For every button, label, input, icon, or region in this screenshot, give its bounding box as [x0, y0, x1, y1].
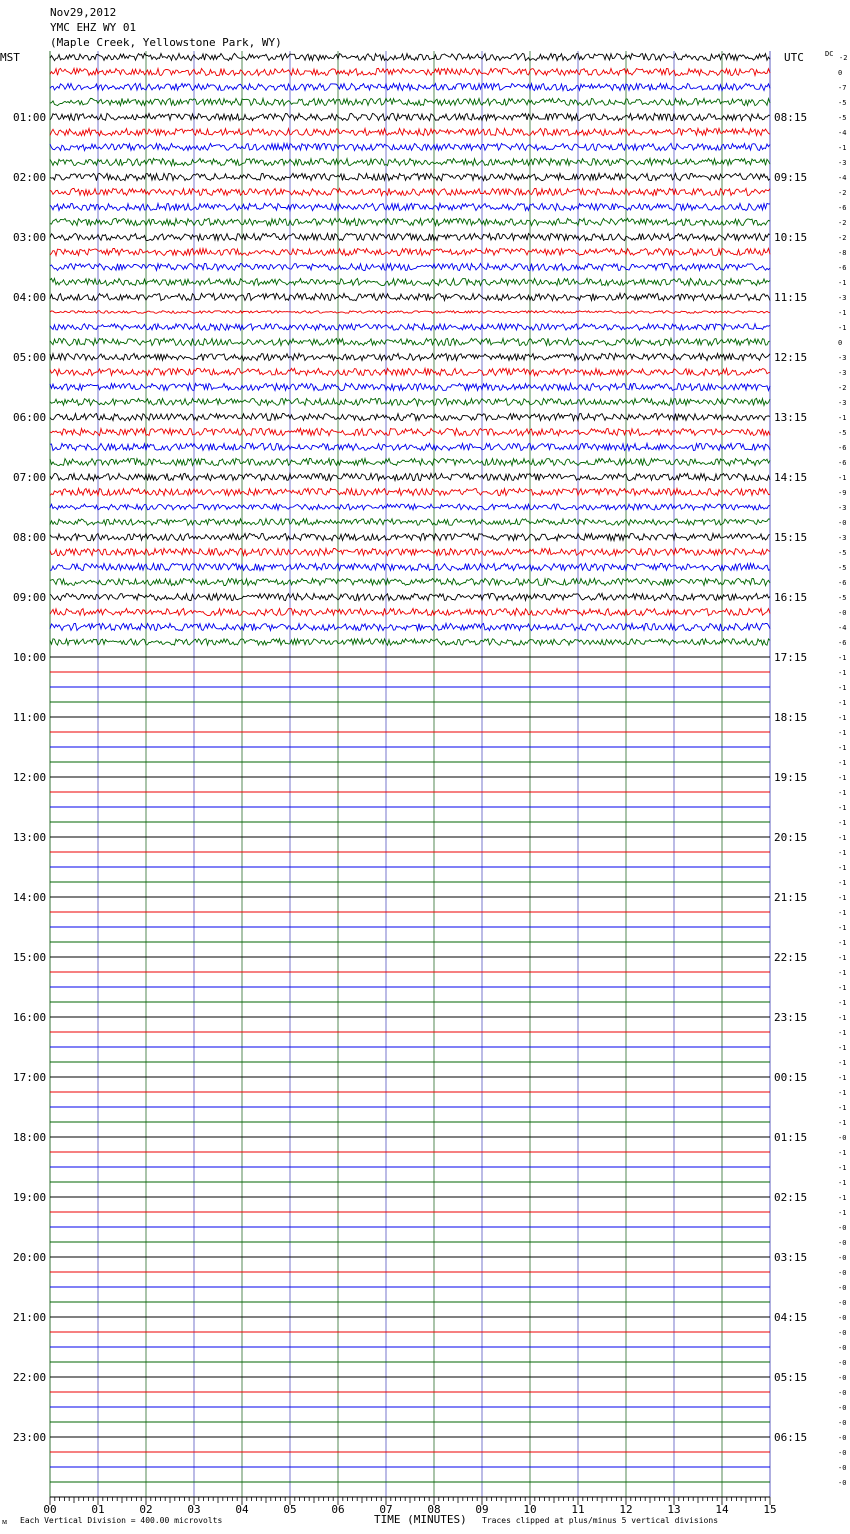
- dc-offset-row-47: -1: [838, 759, 847, 767]
- trace-row-24: [50, 413, 770, 420]
- dc-offset-row-39: -6: [838, 639, 847, 647]
- dc-offset-row-7: -3: [838, 159, 847, 167]
- right-hour-label-5: 12:15: [774, 351, 808, 364]
- x-tick-label-04: 04: [235, 1503, 249, 1516]
- dc-offset-row-86: -0: [838, 1344, 847, 1352]
- dc-offset-row-23: -3: [838, 399, 847, 407]
- right-hour-label-11: 18:15: [774, 711, 808, 724]
- trace-row-27: [50, 458, 770, 465]
- left-hour-label-23: 23:00: [13, 1431, 47, 1444]
- right-hour-label-13: 20:15: [774, 831, 808, 844]
- x-tick-label-10: 10: [523, 1503, 537, 1516]
- right-hour-label-7: 14:15: [774, 471, 808, 484]
- right-hour-label-12: 19:15: [774, 771, 808, 784]
- dc-offset-row-75: -1: [838, 1179, 847, 1187]
- dc-offset-row-38: -4: [838, 624, 847, 632]
- left-hour-label-11: 11:00: [13, 711, 47, 724]
- dc-offset-row-4: -5: [838, 114, 847, 122]
- x-tick-label-15: 15: [763, 1503, 777, 1516]
- left-hour-label-5: 05:00: [13, 351, 47, 364]
- trace-row-20: [50, 353, 770, 360]
- dc-offset-row-52: -1: [838, 834, 847, 842]
- left-hour-label-6: 06:00: [13, 411, 47, 424]
- dc-offset-row-14: -6: [838, 264, 847, 272]
- dc-offset-row-2: -7: [838, 84, 847, 92]
- x-tick-label-07: 07: [379, 1503, 393, 1516]
- trace-row-4: [50, 113, 770, 120]
- trace-row-22: [50, 383, 770, 390]
- trace-row-12: [50, 233, 770, 240]
- dc-offset-row-82: -0: [838, 1284, 847, 1292]
- dc-offset-row-59: -1: [838, 939, 847, 947]
- x-tick-label-09: 09: [475, 1503, 489, 1516]
- x-tick-label-13: 13: [667, 1503, 681, 1516]
- trace-row-11: [50, 218, 770, 225]
- dc-offset-row-78: -0: [838, 1224, 847, 1232]
- left-hour-label-8: 08:00: [13, 531, 47, 544]
- trace-row-7: [50, 158, 770, 165]
- trace-row-29: [50, 488, 770, 495]
- corner-mark: ᴍ: [2, 1517, 8, 1526]
- dc-offset-row-21: -3: [838, 369, 847, 377]
- dc-offset-row-53: -1: [838, 849, 847, 857]
- x-tick-label-08: 08: [427, 1503, 441, 1516]
- trace-row-0: [50, 53, 770, 60]
- dc-offset-row-56: -1: [838, 894, 847, 902]
- dc-offset-labels: [838, 54, 847, 1487]
- dc-offset-row-50: -1: [838, 804, 847, 812]
- x-axis-title: TIME (MINUTES): [374, 1513, 467, 1526]
- x-tick-label-02: 02: [139, 1503, 153, 1516]
- trace-row-26: [50, 443, 770, 450]
- trace-rows: [50, 53, 770, 1482]
- trace-row-1: [50, 68, 770, 75]
- trace-row-23: [50, 398, 770, 405]
- dc-offset-row-66: -1: [838, 1044, 847, 1052]
- right-hour-label-23: 06:15: [774, 1431, 808, 1444]
- dc-offset-row-63: -1: [838, 999, 847, 1007]
- left-hour-label-1: 01:00: [13, 111, 47, 124]
- trace-row-6: [50, 143, 770, 150]
- right-hour-label-9: 16:15: [774, 591, 808, 604]
- left-hour-label-16: 16:00: [13, 1011, 47, 1024]
- trace-row-8: [50, 173, 770, 180]
- left-hour-label-9: 09:00: [13, 591, 47, 604]
- x-tick-label-14: 14: [715, 1503, 729, 1516]
- left-hour-label-22: 22:00: [13, 1371, 47, 1384]
- dc-offset-row-81: -0: [838, 1269, 847, 1277]
- trace-row-3: [50, 98, 770, 105]
- left-hour-label-7: 07:00: [13, 471, 47, 484]
- header-date: Nov29,2012: [50, 6, 117, 19]
- dc-offset-row-72: -0: [838, 1134, 847, 1142]
- trace-row-10: [50, 203, 770, 210]
- trace-row-16: [50, 293, 770, 300]
- dc-offset-row-36: -5: [838, 594, 847, 602]
- left-hour-labels: [13, 111, 46, 1444]
- trace-row-33: [50, 548, 770, 555]
- dc-offset-row-91: -0: [838, 1419, 847, 1427]
- right-hour-label-19: 02:15: [774, 1191, 808, 1204]
- x-tick-label-11: 11: [571, 1503, 585, 1516]
- trace-row-38: [50, 623, 770, 630]
- left-hour-label-19: 19:00: [13, 1191, 47, 1204]
- trace-row-9: [50, 188, 770, 195]
- left-hour-label-13: 13:00: [13, 831, 47, 844]
- dc-offset-row-1: 0: [838, 69, 843, 77]
- left-hour-label-4: 04:00: [13, 291, 47, 304]
- right-hour-label-8: 15:15: [774, 531, 808, 544]
- right-hour-label-16: 23:15: [774, 1011, 808, 1024]
- trace-row-17: [50, 311, 770, 314]
- left-hour-label-12: 12:00: [13, 771, 47, 784]
- trace-row-39: [50, 639, 770, 645]
- dc-offset-row-0: -2: [839, 54, 848, 62]
- trace-row-37: [50, 608, 770, 615]
- dc-offset-row-62: -1: [838, 984, 847, 992]
- right-hour-label-1: 08:15: [774, 111, 808, 124]
- dc-offset-row-26: -6: [838, 444, 847, 452]
- right-hour-label-10: 17:15: [774, 651, 808, 664]
- dc-offset-row-20: -3: [838, 354, 847, 362]
- trace-row-2: [50, 83, 770, 90]
- dc-offset-row-48: -1: [838, 774, 847, 782]
- trace-row-30: [50, 504, 770, 510]
- dc-offset-row-32: -3: [838, 534, 847, 542]
- dc-offset-row-15: -1: [838, 279, 847, 287]
- dc-offset-row-22: -2: [838, 384, 847, 392]
- left-timezone-label: MST: [0, 51, 20, 64]
- x-tick-label-01: 01: [91, 1503, 105, 1516]
- dc-offset-row-41: -1: [838, 669, 847, 677]
- dc-offset-row-9: -2: [838, 189, 847, 197]
- dc-offset-row-69: -1: [838, 1089, 847, 1097]
- dc-offset-row-29: -9: [838, 489, 847, 497]
- dc-offset-row-25: -5: [838, 429, 847, 437]
- dc-offset-row-3: -5: [838, 99, 847, 107]
- trace-row-14: [50, 264, 770, 271]
- dc-offset-row-80: -0: [838, 1254, 847, 1262]
- dc-offset-row-17: -1: [838, 309, 847, 317]
- dc-offset-row-68: -1: [838, 1074, 847, 1082]
- trace-row-13: [50, 248, 770, 255]
- right-hour-label-18: 01:15: [774, 1131, 808, 1144]
- dc-offset-row-51: -1: [838, 819, 847, 827]
- dc-offset-row-5: -4: [838, 129, 847, 137]
- clip-note: Traces clipped at plus/minus 5 vertical divisions: [482, 1516, 719, 1525]
- trace-row-36: [50, 593, 770, 600]
- right-hour-label-3: 10:15: [774, 231, 808, 244]
- trace-row-31: [50, 519, 770, 525]
- dc-offset-row-45: -1: [838, 729, 847, 737]
- trace-row-34: [50, 564, 770, 571]
- dc-offset-row-12: -2: [838, 234, 847, 242]
- dc-offset-row-76: -1: [838, 1194, 847, 1202]
- dc-offset-row-46: -1: [838, 744, 847, 752]
- dc-offset-row-40: -1: [838, 654, 847, 662]
- dc-offset-row-35: -6: [838, 579, 847, 587]
- dc-offset-row-27: -6: [838, 459, 847, 467]
- trace-row-35: [50, 578, 770, 585]
- right-timezone-label: UTC: [784, 51, 804, 64]
- right-hour-label-20: 03:15: [774, 1251, 808, 1264]
- dc-offset-row-70: -1: [838, 1104, 847, 1112]
- trace-row-18: [50, 324, 770, 330]
- trace-row-21: [50, 368, 770, 375]
- dc-offset-row-92: -0: [838, 1434, 847, 1442]
- dc-offset-row-13: -8: [838, 249, 847, 257]
- dc-offset-row-71: -1: [838, 1119, 847, 1127]
- dc-offset-row-94: -0: [838, 1464, 847, 1472]
- trace-row-25: [50, 428, 770, 435]
- right-hour-label-17: 00:15: [774, 1071, 808, 1084]
- dc-offset-row-33: -5: [838, 549, 847, 557]
- dc-offset-row-90: -0: [838, 1404, 847, 1412]
- left-hour-label-21: 21:00: [13, 1311, 47, 1324]
- x-tick-label-12: 12: [619, 1503, 633, 1516]
- dc-offset-row-11: -2: [838, 219, 847, 227]
- dc-offset-row-16: -3: [838, 294, 847, 302]
- dc-offset-row-55: -1: [838, 879, 847, 887]
- dc-offset-row-74: -1: [838, 1164, 847, 1172]
- x-tick-label-00: 00: [43, 1503, 57, 1516]
- trace-row-19: [50, 338, 770, 345]
- right-hour-label-4: 11:15: [774, 291, 808, 304]
- dc-offset-row-93: -0: [838, 1449, 847, 1457]
- dc-offset-row-42: -1: [838, 684, 847, 692]
- right-hour-label-14: 21:15: [774, 891, 808, 904]
- dc-offset-row-30: -3: [838, 504, 847, 512]
- dc-offset-row-85: -0: [838, 1329, 847, 1337]
- right-hour-label-15: 22:15: [774, 951, 808, 964]
- left-hour-label-20: 20:00: [13, 1251, 47, 1264]
- right-hour-label-21: 04:15: [774, 1311, 808, 1324]
- dc-offset-row-83: -0: [838, 1299, 847, 1307]
- right-hour-label-22: 05:15: [774, 1371, 808, 1384]
- dc-offset-row-65: -1: [838, 1029, 847, 1037]
- left-hour-label-17: 17:00: [13, 1071, 47, 1084]
- header-location: (Maple Creek, Yellowstone Park, WY): [50, 36, 282, 49]
- dc-offset-row-58: -1: [838, 924, 847, 932]
- trace-row-32: [50, 533, 770, 540]
- dc-offset-row-73: -1: [838, 1149, 847, 1157]
- left-hour-label-3: 03:00: [13, 231, 47, 244]
- x-tick-label-03: 03: [187, 1503, 201, 1516]
- dc-offset-row-77: -1: [838, 1209, 847, 1217]
- dc-label: DC: [825, 50, 834, 58]
- dc-offset-row-49: -1: [838, 789, 847, 797]
- dc-offset-row-57: -1: [838, 909, 847, 917]
- dc-offset-row-54: -1: [838, 864, 847, 872]
- dc-offset-row-67: -1: [838, 1059, 847, 1067]
- trace-row-5: [50, 128, 770, 135]
- dc-offset-row-6: -1: [838, 144, 847, 152]
- dc-offset-row-10: -6: [838, 204, 847, 212]
- header-station: YMC EHZ WY 01: [50, 21, 137, 34]
- left-hour-label-15: 15:00: [13, 951, 47, 964]
- left-hour-label-18: 18:00: [13, 1131, 47, 1144]
- dc-offset-row-43: -1: [838, 699, 847, 707]
- right-hour-label-2: 09:15: [774, 171, 808, 184]
- dc-offset-row-64: -1: [838, 1014, 847, 1022]
- dc-offset-row-37: -0: [838, 609, 847, 617]
- dc-offset-row-28: -1: [838, 474, 847, 482]
- right-hour-labels: [774, 111, 807, 1444]
- dc-offset-row-95: -0: [838, 1479, 847, 1487]
- dc-offset-row-87: -0: [838, 1359, 847, 1367]
- dc-offset-row-8: -4: [838, 174, 847, 182]
- left-hour-label-10: 10:00: [13, 651, 47, 664]
- dc-offset-row-60: -1: [838, 954, 847, 962]
- dc-offset-row-44: -1: [838, 714, 847, 722]
- x-tick-label-06: 06: [331, 1503, 345, 1516]
- dc-offset-row-18: -1: [838, 324, 847, 332]
- dc-offset-row-19: 0: [838, 339, 843, 347]
- dc-offset-row-79: -0: [838, 1239, 847, 1247]
- trace-row-28: [50, 473, 770, 480]
- x-tick-label-05: 05: [283, 1503, 297, 1516]
- left-hour-label-14: 14:00: [13, 891, 47, 904]
- dc-offset-row-61: -1: [838, 969, 847, 977]
- trace-row-15: [50, 278, 770, 285]
- dc-offset-row-88: -0: [838, 1374, 847, 1382]
- dc-offset-row-24: -1: [838, 414, 847, 422]
- dc-offset-row-84: -0: [838, 1314, 847, 1322]
- dc-offset-row-34: -5: [838, 564, 847, 572]
- right-hour-label-6: 13:15: [774, 411, 808, 424]
- dc-offset-row-31: -0: [838, 519, 847, 527]
- dc-offset-row-89: -0: [838, 1389, 847, 1397]
- scale-note: Each Vertical Division = 400.00 microvolts: [20, 1516, 223, 1525]
- left-hour-label-2: 02:00: [13, 171, 47, 184]
